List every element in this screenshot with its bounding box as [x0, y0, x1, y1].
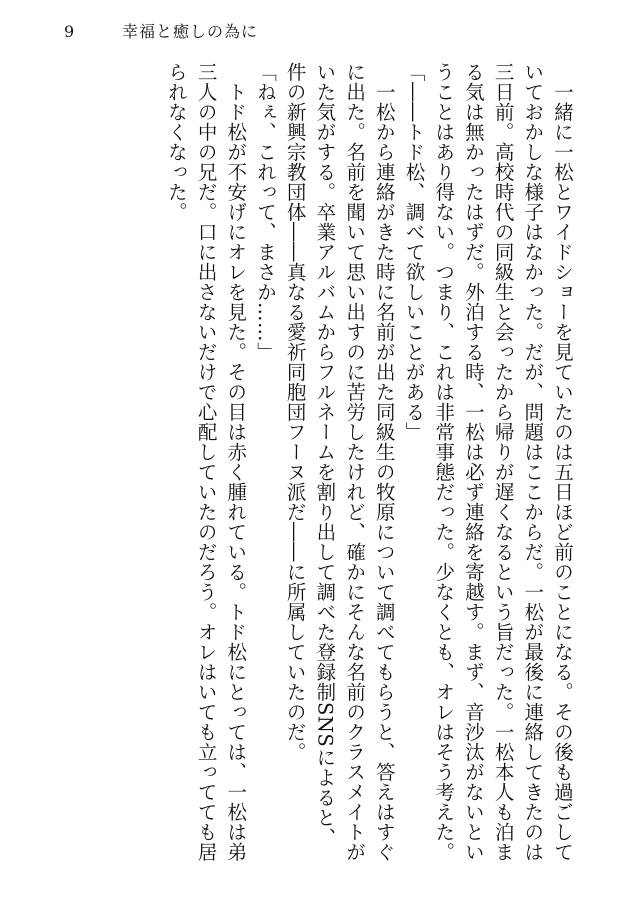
running-title: 幸福と癒しの為に — [122, 22, 259, 41]
page-number: 9 — [64, 22, 75, 41]
paragraph-dialogue-1: 「――トド松、調べて欲しいことがある」 — [402, 62, 426, 442]
paragraph-narration-1: 一緒に一松とワイドショーを見ていたのは五日ほど前のことになる。その後も過ごしていておかしな様子はなかった。だが、問題はここからだ。一松が最後に連絡してきたのは三日前。高校時代の同級生と会ったから帰りが遅くなるという旨だった。一松本人も泊まる気は無かったはずだ。外泊する時、一松は必ず連絡を寄越す。まず、音沙汰がないということはあり得ない。つまり、これは非常事態だった。少なくとも、オレはそう考えた。 — [432, 62, 574, 862]
paragraph-narration-2: 一松から連絡がきた時に名前が出た同級生の牧原について調べてもらうと、答えはすぐに出た。名前を聞いて思い出すのに苦労したけれど、確かにそんな名前のクラスメイトがいた気がする。卒業アルバムからフルネームを割り出して調べた登録制SNSによると、件の新興宗教団体――真なる愛祈同胞団フーヌ派だ――に所属していたのだ。 — [283, 62, 396, 862]
paragraph-dialogue-2: 「ねぇ、これって、まさか……」 — [253, 62, 277, 362]
paragraph-narration-3: トド松が不安げにオレを見た。その目は赤く腫れている。トド松にとっては、一松は弟三人の中の兄だ。口に出さないだけで心配していたのだろう。オレはいても立ってても居られなくなった。 — [164, 62, 248, 862]
body-text — [161, 62, 577, 862]
